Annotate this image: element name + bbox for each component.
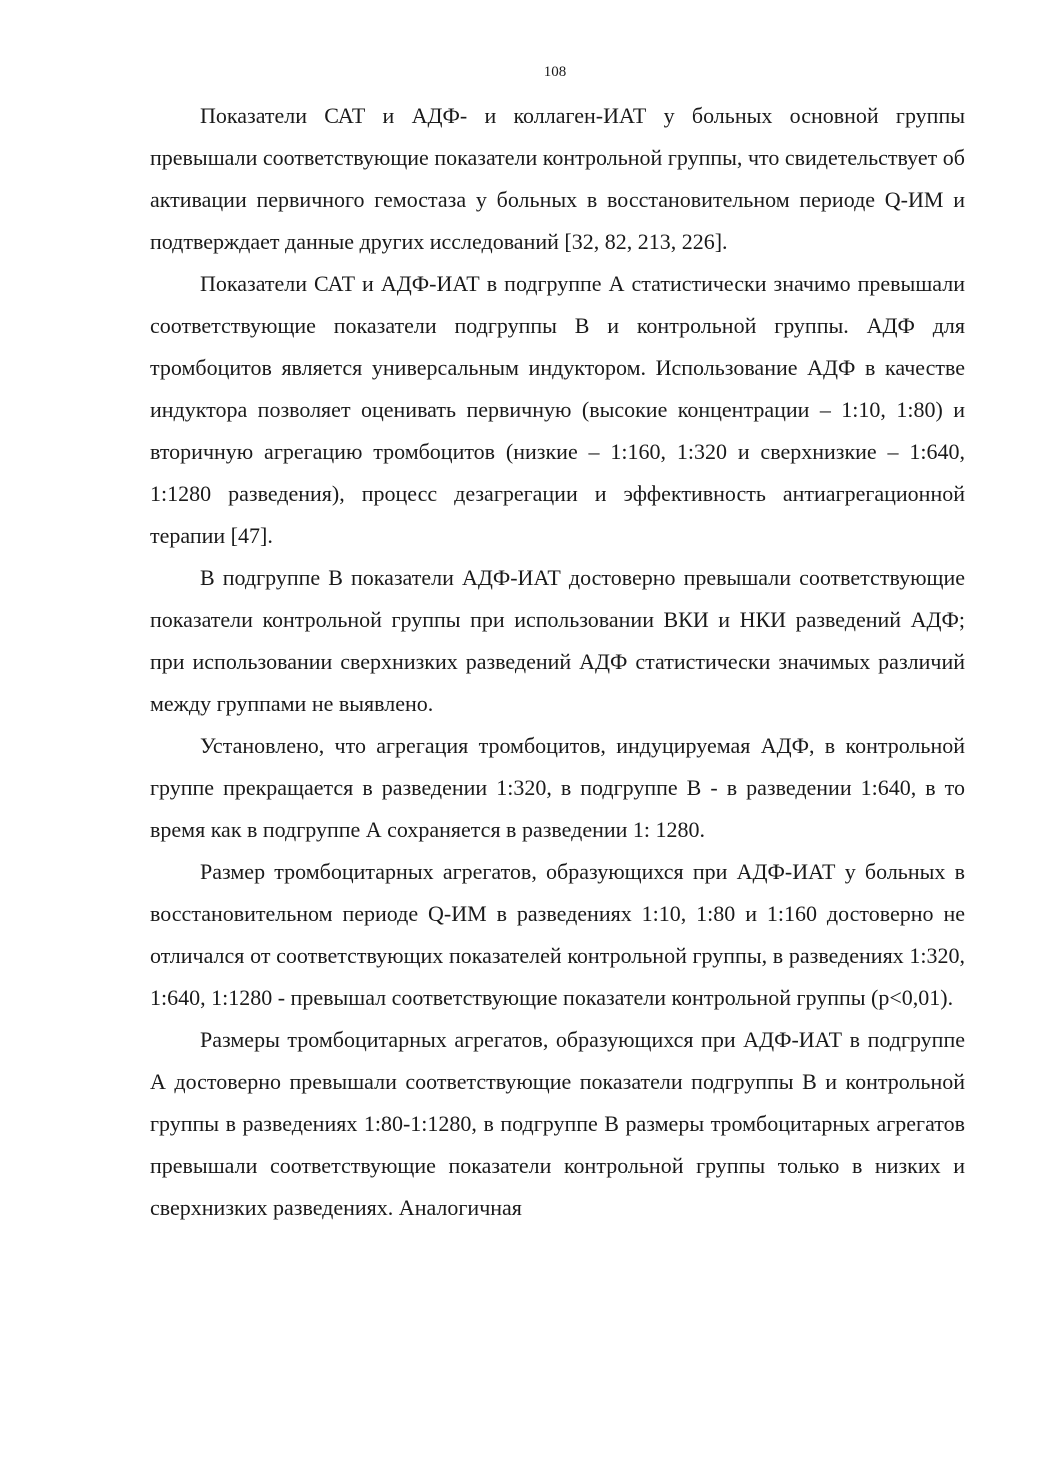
paragraph-1: Показатели САТ и АДФ- и коллаген-ИАТ у больных основной группы превышали соответствующие показатели контрольной группы, что свидетельствует об активации первичного гемостаза у больных в восстановительном периоде Q-ИМ и подтверждает данные других исследований [32, 82, 213, 226]. xyxy=(150,103,965,254)
paragraph-5: Размер тромбоцитарных агрегатов, образующихся при АДФ-ИАТ у больных в восстановительном периоде Q-ИМ в разведениях 1:10, 1:80 и 1:160 достоверно не отличался от соответствующих показателей контрольной группы, в разведениях 1:320, 1:640, 1:1280 - превышал соответствующие показатели контрольной группы (p<0,01). xyxy=(150,859,965,1010)
body-text xyxy=(150,95,965,1229)
paragraph-6: Размеры тромбоцитарных агрегатов, образующихся при АДФ-ИАТ в подгруппе А достоверно превышали соответствующие показатели подгруппы В и контрольной группы в разведениях 1:80-1:1280, в подгруппе В размеры тромбоцитарных агрегатов превышали соответствующие показатели контрольной группы только в низких и сверхнизких разведениях. Аналогичная xyxy=(150,1027,965,1220)
paragraph-3: В подгруппе В показатели АДФ-ИАТ достоверно превышали соответствующие показатели контрольной группы при использовании ВКИ и НКИ разведений АДФ; при использовании сверхнизких разведений АДФ статистически значимых различий между группами не выявлено. xyxy=(150,565,965,716)
page-number: 108 xyxy=(543,64,567,80)
paragraph-4: Установлено, что агрегация тромбоцитов, индуцируемая АДФ, в контрольной группе прекращается в разведении 1:320, в подгруппе В - в разведении 1:640, в то время как в подгруппе А сохраняется в разведении 1: 1280. xyxy=(150,733,965,842)
paragraph-2: Показатели САТ и АДФ-ИАТ в подгруппе А статистически значимо превышали соответствующие показатели подгруппы В и контрольной группы. АДФ для тромбоцитов является универсальным индуктором. Использование АДФ в качестве индуктора позволяет оценивать первичную (высокие концентрации – 1:10, 1:80) и вторичную агрегацию тромбоцитов (низкие – 1:160, 1:320 и сверхнизкие – 1:640, 1:1280 разведения), процесс дезагрегации и эффективность антиагрегационной терапии [47]. xyxy=(150,271,965,548)
